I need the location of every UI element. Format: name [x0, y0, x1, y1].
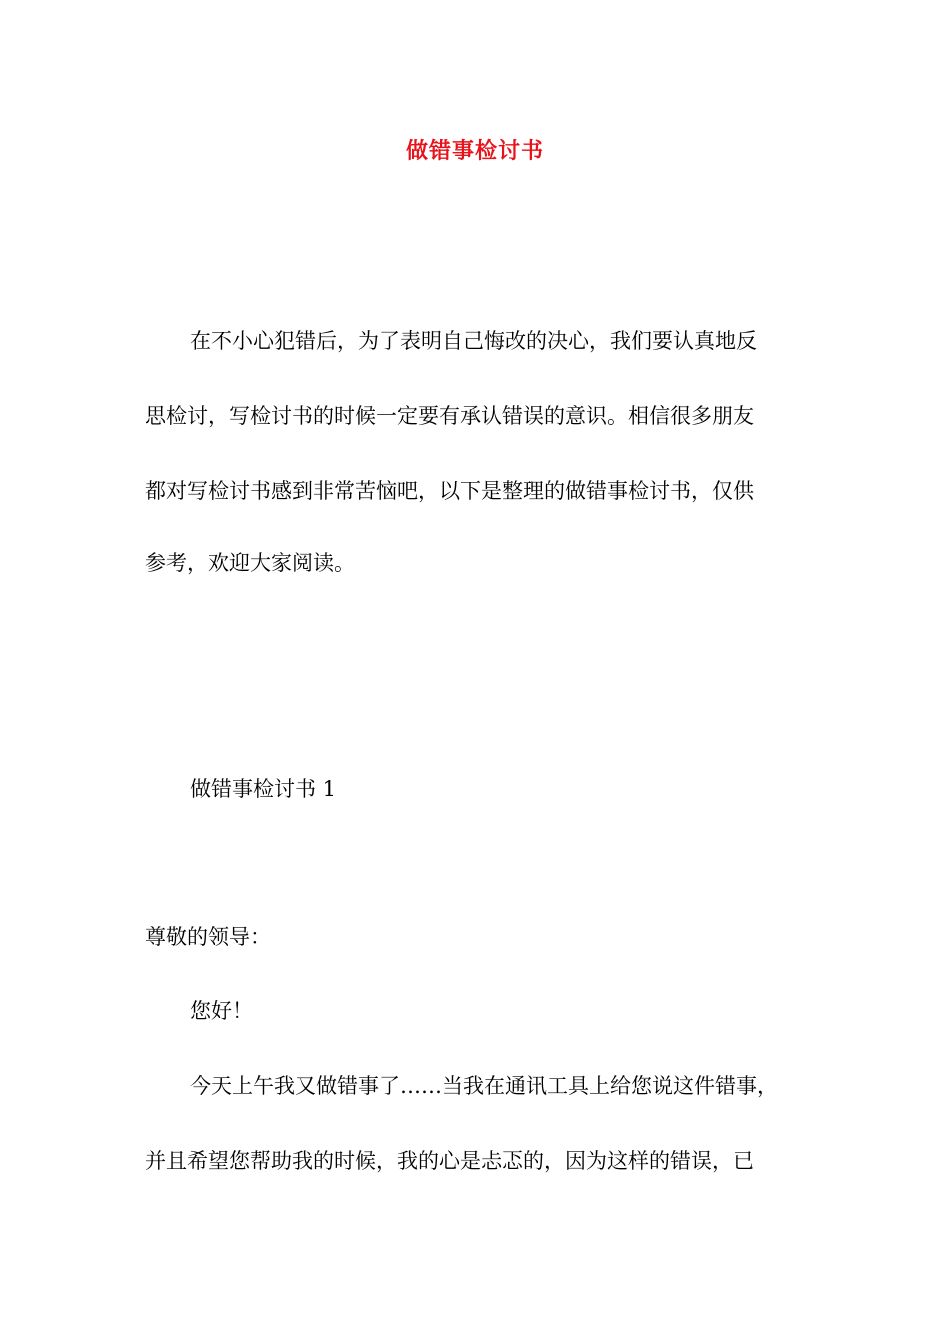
section-heading: 做错事检讨书 1 — [190, 777, 337, 801]
intro-line: 思检讨，写检讨书的时候一定要有承认错误的意识。相信很多朋友 — [145, 404, 754, 428]
intro-line: 都对写检讨书感到非常苦恼吧，以下是整理的做错事检讨书，仅供 — [145, 479, 754, 503]
greeting: 您好！ — [190, 999, 253, 1023]
body-line: 今天上午我又做错事了……当我在通讯工具上给您说这件错事， — [190, 1074, 778, 1098]
intro-line: 在不小心犯错后，为了表明自己悔改的决心，我们要认真地反 — [190, 329, 757, 353]
intro-line: 参考，欢迎大家阅读。 — [145, 551, 355, 575]
document-title: 做错事检讨书 — [405, 138, 544, 164]
salutation: 尊敬的领导： — [145, 925, 271, 949]
body-line: 并且希望您帮助我的时候，我的心是忐忑的，因为这样的错误，已 — [145, 1149, 754, 1173]
